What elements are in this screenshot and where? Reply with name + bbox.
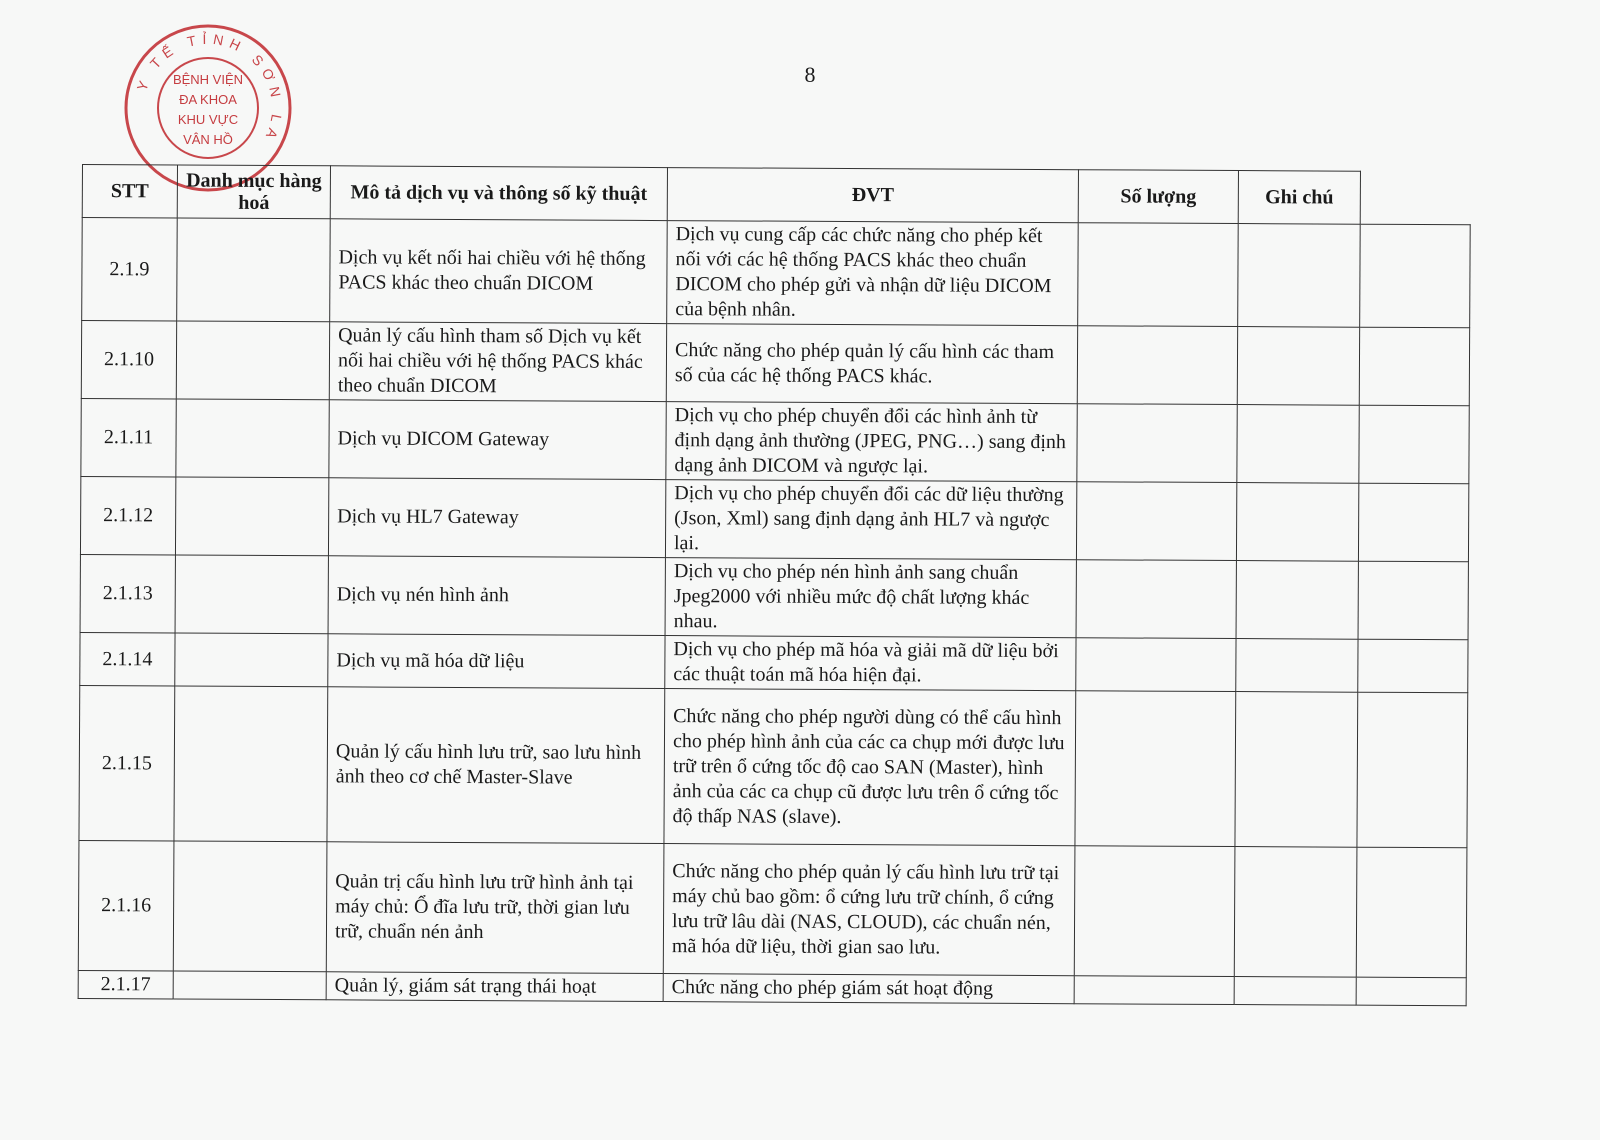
- row-description: Dịch vụ cung cấp các chức năng cho phép kết nối với các hệ thống PACS khác theo chuẩn DICOM cho phép gửi và nhận dữ liệu DICOM của bệnh nhân.: [667, 221, 1079, 326]
- row-category-cell: [177, 218, 331, 322]
- row-note-cell: [1358, 639, 1468, 693]
- svg-text:BỆNH VIỆN: BỆNH VIỆN: [172, 72, 244, 87]
- row-service-name: Dịch vụ HL7 Gateway: [328, 478, 665, 558]
- table-row: [80, 632, 1468, 692]
- row-quantity-cell: [1236, 483, 1358, 562]
- row-stt: 2.1.14: [80, 632, 175, 685]
- row-unit-cell: [1076, 638, 1236, 692]
- row-category-cell: [175, 633, 328, 687]
- header-note: Ghi chú: [1238, 171, 1360, 225]
- table-row: [80, 554, 1468, 639]
- row-unit-cell: [1077, 326, 1237, 405]
- row-service-name: Quản lý, giám sát trạng thái hoạt: [326, 972, 663, 1002]
- row-service-name: Dịch vụ nén hình ảnh: [328, 556, 665, 636]
- svg-text:VÂN HỒ: VÂN HỒ: [183, 132, 233, 147]
- row-note-cell: [1359, 405, 1469, 484]
- header-unit: ĐVT: [667, 168, 1078, 223]
- row-note-cell: [1358, 561, 1468, 640]
- row-description: Chức năng cho phép quản lý cấu hình các tham số của các hệ thống PACS khác.: [666, 324, 1077, 404]
- row-stt: 2.1.15: [79, 685, 175, 840]
- row-service-name: Quản lý cấu hình lưu trữ, sao lưu hình ảnh theo cơ chế Master-Slave: [327, 687, 665, 844]
- row-description: Dịch vụ cho phép mã hóa và giải mã dữ liệu bởi các thuật toán mã hóa hiện đại.: [665, 636, 1076, 691]
- row-description: Chức năng cho phép người dùng có thể cấu hình cho phép hình ảnh của các ca chụp mới được lưu trữ trên ổ cứng tốc độ cao SAN (Master), hình ảnh của các ca chụp cũ được lưu trên ổ cứng tốc độ thấp NAS (slave).: [664, 689, 1076, 846]
- row-stt: 2.1.12: [80, 476, 175, 554]
- table-row: [81, 398, 1469, 483]
- row-note-cell: [1359, 327, 1469, 406]
- row-service-name: Dịch vụ mã hóa dữ liệu: [328, 634, 665, 689]
- table-row: [78, 840, 1467, 977]
- row-quantity-cell: [1235, 692, 1358, 848]
- row-description: Chức năng cho phép giám sát hoạt động: [663, 974, 1074, 1004]
- row-service-name: Quản trị cấu hình lưu trữ hình ảnh tại máy chủ: Ổ đĩa lưu trữ, thời gian lưu trữ, chuẩn nén ảnh: [326, 842, 664, 974]
- table-row: [80, 476, 1468, 561]
- row-category-cell: [176, 399, 329, 478]
- row-quantity-cell: [1237, 405, 1359, 484]
- row-service-name: Quản lý cấu hình tham số Dịch vụ kết nối hai chiều với hệ thống PACS khác theo chuẩn DICOM: [329, 322, 666, 402]
- row-quantity-cell: [1234, 977, 1356, 1006]
- header-category: Danh mục hàng hoá: [177, 165, 330, 219]
- row-category-cell: [173, 971, 326, 1000]
- row-stt: 2.1.16: [78, 840, 174, 970]
- row-category-cell: [174, 686, 328, 842]
- table-header-row: [82, 165, 1470, 225]
- row-category-cell: [175, 477, 328, 556]
- row-service-name: Dịch vụ DICOM Gateway: [329, 400, 666, 480]
- row-stt: 2.1.9: [82, 218, 178, 321]
- row-unit-cell: [1078, 223, 1239, 327]
- row-unit-cell: [1076, 482, 1236, 561]
- row-description: Dịch vụ cho phép chuyển đổi các dữ liệu thường (Json, Xml) sang định dạng ảnh HL7 và ngược lại.: [665, 480, 1076, 560]
- row-category-cell: [176, 321, 329, 400]
- row-note-cell: [1358, 483, 1468, 562]
- row-stt: 2.1.10: [81, 321, 176, 399]
- row-service-name: Dịch vụ kết nối hai chiều với hệ thống PACS khác theo chuẩn DICOM: [330, 219, 668, 324]
- technical-spec-table: [78, 164, 1471, 1006]
- row-description: Dịch vụ cho phép chuyển đổi các hình ảnh từ định dạng ảnh thường (JPEG, PNG…) sang định dạng ảnh DICOM và ngược lại.: [666, 402, 1077, 482]
- table-row: [78, 970, 1466, 1005]
- table-row: [81, 321, 1469, 406]
- row-quantity-cell: [1237, 327, 1359, 406]
- row-category-cell: [173, 841, 327, 972]
- row-unit-cell: [1075, 691, 1236, 847]
- svg-text:ĐA KHOA: ĐA KHOA: [179, 92, 237, 107]
- row-quantity-cell: [1234, 847, 1357, 978]
- row-unit-cell: [1077, 404, 1237, 483]
- table-row: [82, 218, 1471, 328]
- row-quantity-cell: [1236, 561, 1358, 640]
- header-description: Mô tả dịch vụ và thông số kỹ thuật: [330, 166, 667, 221]
- row-unit-cell: [1076, 560, 1236, 639]
- header-quantity: Số lượng: [1078, 170, 1238, 224]
- row-note-cell: [1357, 692, 1468, 848]
- svg-text:KHU VỰC: KHU VỰC: [177, 112, 239, 127]
- row-category-cell: [175, 555, 328, 634]
- row-stt: 2.1.11: [81, 398, 176, 476]
- row-note-cell: [1356, 847, 1467, 978]
- table-row: [79, 685, 1468, 847]
- header-stt: STT: [82, 165, 177, 218]
- svg-text:Y TẾ TỈNH SƠN LA: Y TẾ TỈNH SƠN LA: [133, 30, 286, 147]
- row-stt: 2.1.17: [78, 970, 173, 998]
- row-unit-cell: [1074, 846, 1235, 977]
- row-description: Dịch vụ cho phép nén hình ảnh sang chuẩn Jpeg2000 với nhiều mức độ chất lượng khác nhau.: [665, 558, 1076, 638]
- row-note-cell: [1356, 977, 1466, 1006]
- row-note-cell: [1360, 224, 1471, 328]
- row-unit-cell: [1074, 976, 1234, 1005]
- row-description: Chức năng cho phép quản lý cấu hình lưu trữ tại máy chủ bao gồm: ổ cứng lưu trữ chính, ổ cứng lưu trữ lâu dài (NAS, CLOUD), các chuẩn nén, mã hóa dữ liệu, thời gian sao lưu.: [663, 844, 1075, 976]
- page-number: 8: [804, 62, 816, 87]
- row-quantity-cell: [1238, 224, 1361, 328]
- row-stt: 2.1.13: [80, 554, 175, 632]
- row-quantity-cell: [1236, 639, 1358, 693]
